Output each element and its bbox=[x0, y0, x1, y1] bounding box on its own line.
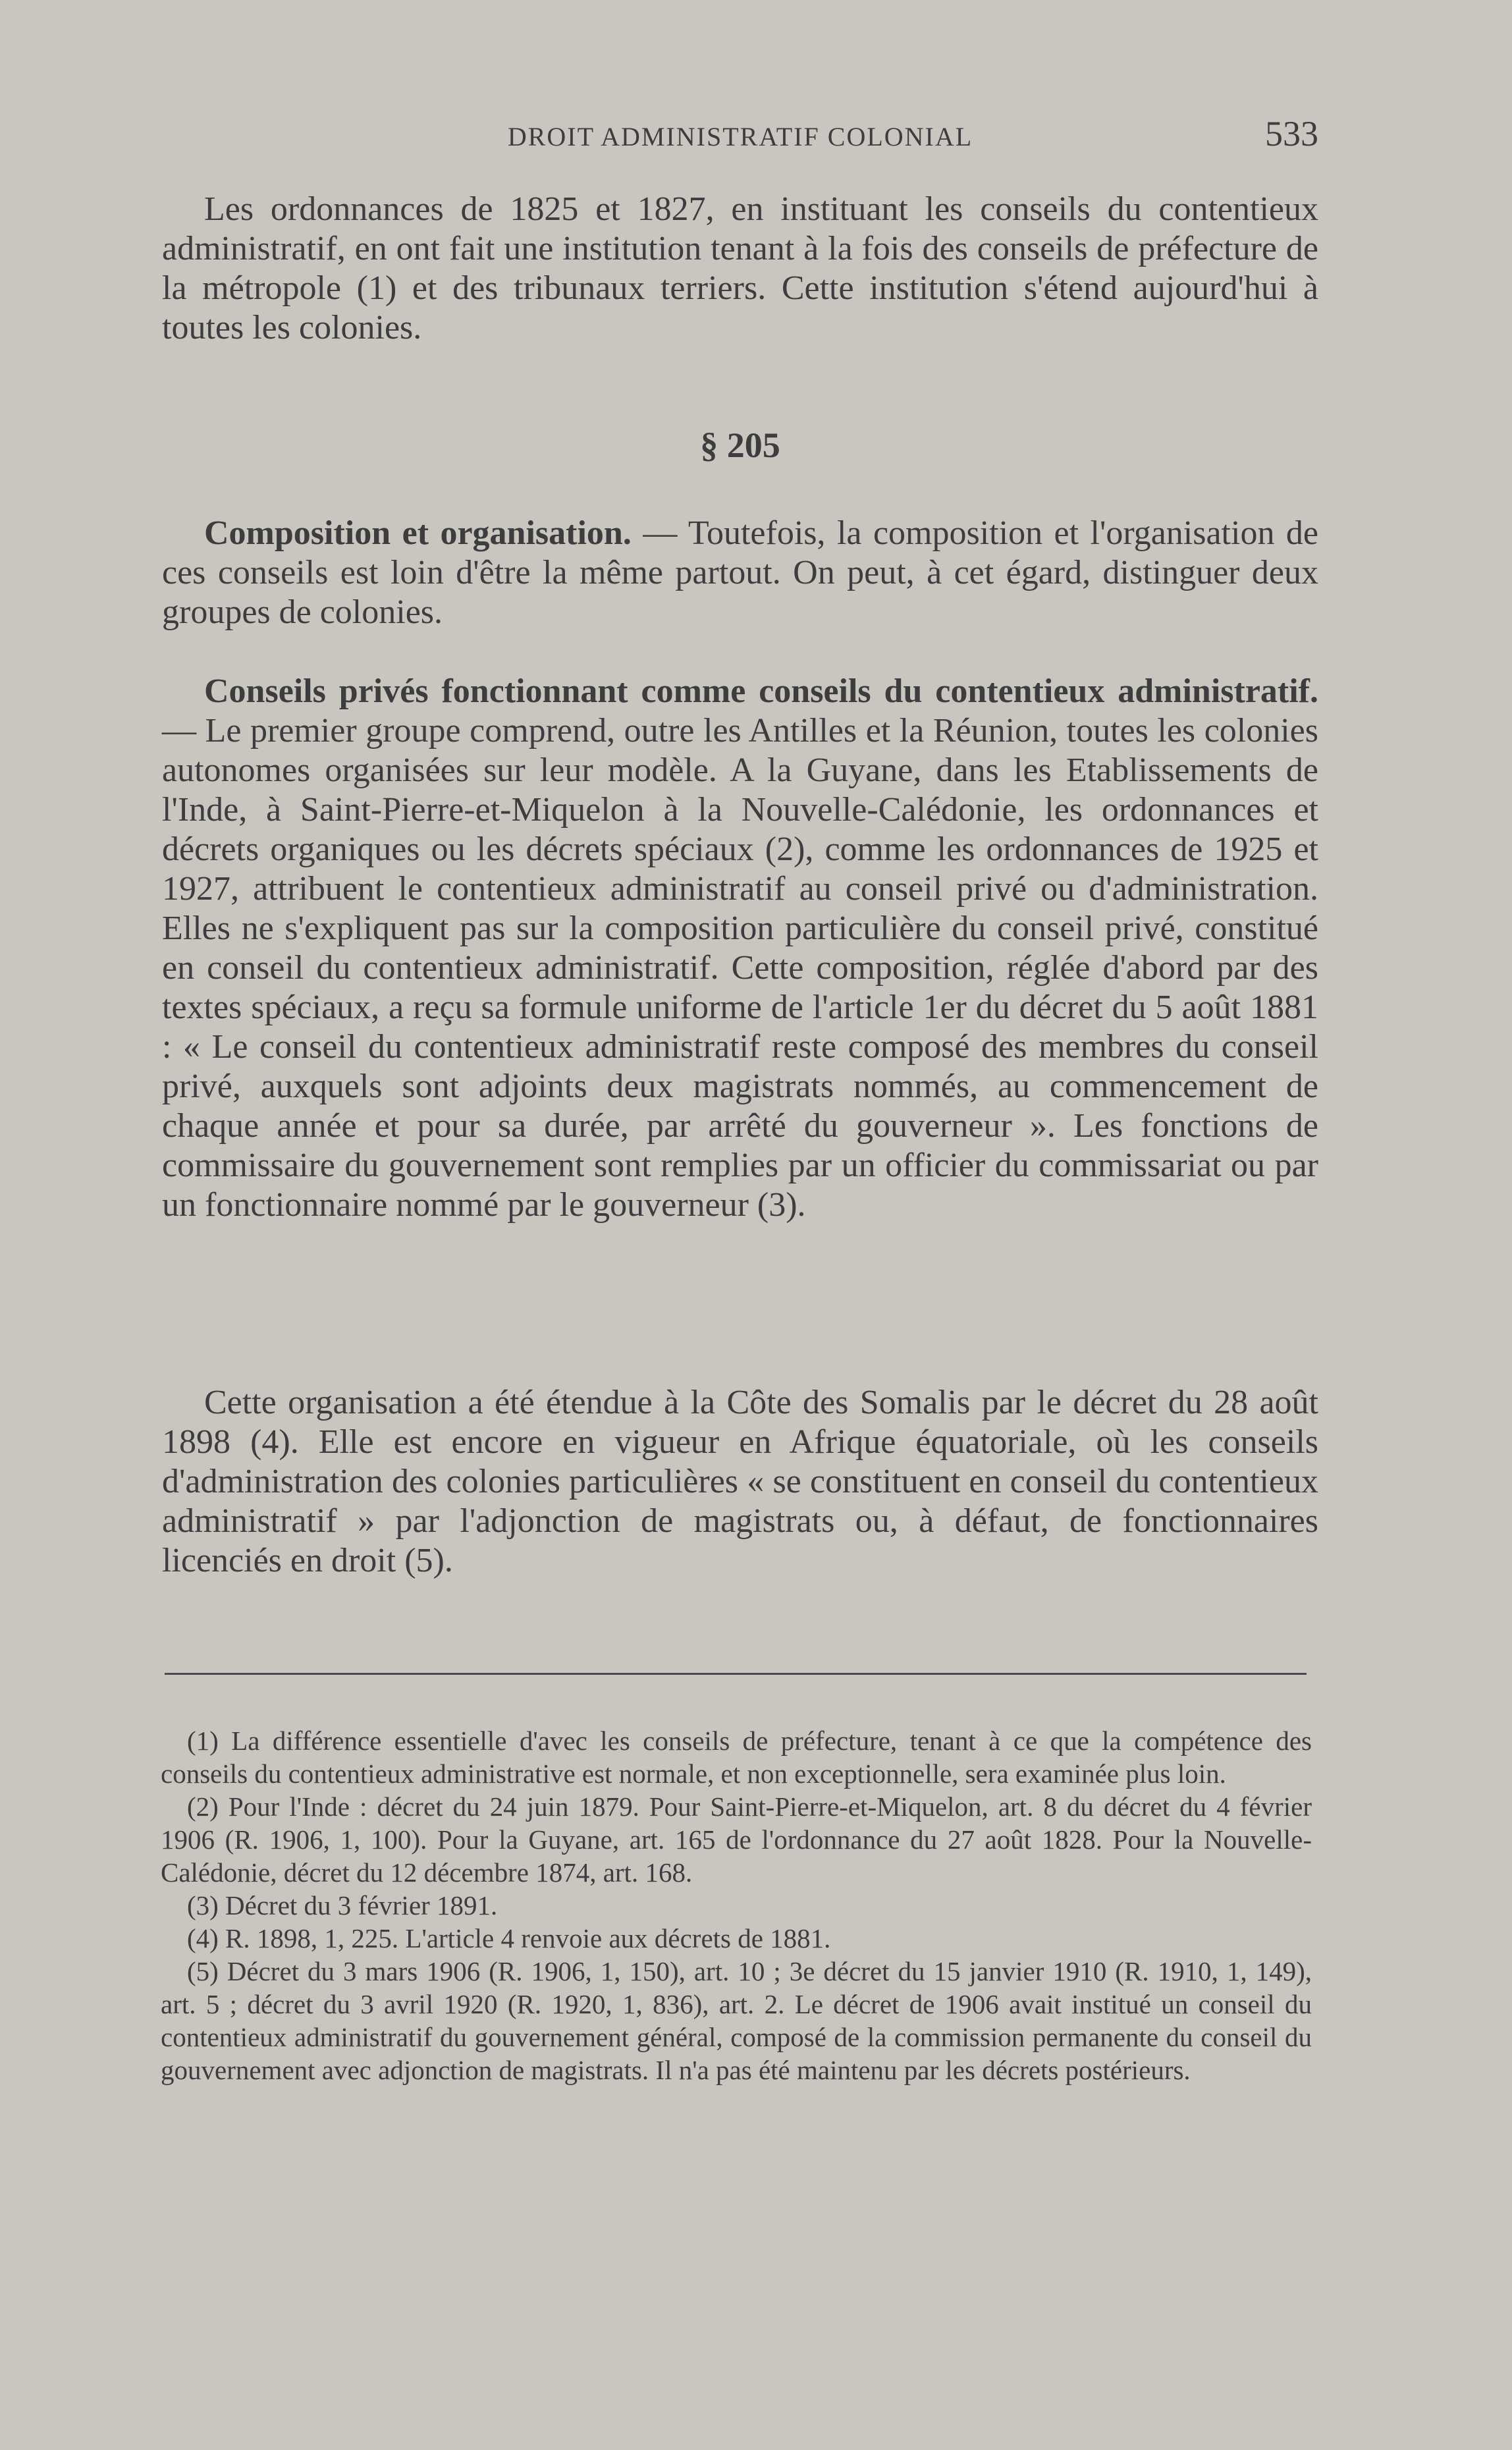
footnote-3: (3) Décret du 3 février 1891. bbox=[187, 1890, 498, 1920]
intro-paragraph: Les ordonnances de 1825 et 1827, en instituant les conseils du contentieux administratif, en ont fait une institution tenant à la fois des conseils de préfecture de la métropole (1) et des tribunaux terriers. Cette institution s'étend aujourd'hui à toutes les colonies. bbox=[162, 190, 1318, 346]
footnote-2: (2) Pour l'Inde : décret du 24 juin 1879. Pour Saint-Pierre-et-Miquelon, art. 8 du décret du 4 février 1906 (R. 1906, 1, 100). Pour la Guyane, art. 165 de l'ordonnance du 27 août 1828. Pour la Nouvelle-Calédonie, décret du 12 décembre 1874, art. 168. bbox=[161, 1791, 1312, 1888]
composition-heading: Composition et organisation. bbox=[204, 514, 632, 552]
conseils-prives-paragraph bbox=[162, 672, 1318, 1225]
footnote-rule bbox=[165, 1673, 1307, 1675]
footnote-1: (1) La différence essentielle d'avec les conseils de préfecture, tenant à ce que la compétence des conseils du contentieux administrative est normale, et non exceptionnelle, sera examinée plus loin. bbox=[161, 1726, 1312, 1789]
continuation-paragraph: Cette organisation a été étendue à la Côte des Somalis par le décret du 28 août 1898 (4). Elle est encore en vigueur en Afrique équatoriale, où les conseils d'administration des colonies particulières « se constituent en conseil du contentieux administratif » par l'adjonction de magistrats ou, à défaut, de fonctionnaires licenciés en droit (5). bbox=[162, 1384, 1318, 1579]
section-heading: § 205 bbox=[700, 425, 780, 465]
footnotes bbox=[161, 1724, 1312, 2086]
conseils-prives-heading: Conseils privés fonctionnant comme conseils du contentieux administratif. bbox=[204, 672, 1318, 710]
page-number: 533 bbox=[1265, 114, 1318, 153]
footnote-4: (4) R. 1898, 1, 225. L'article 4 renvoie aux décrets de 1881. bbox=[187, 1923, 831, 1953]
running-head bbox=[162, 112, 1318, 165]
footnote-5: (5) Décret du 3 mars 1906 (R. 1906, 1, 150), art. 10 ; 3e décret du 15 janvier 1910 (R. 1910, 1, 149), art. 5 ; décret du 3 avril 1920 (R. 1920, 1, 836), art. 2. Le décret de 1906 avait institué un conseil du contentieux administratif du gouvernement général, composé de la commission permanente du conseil du gouvernement avec adjonction de magistrats. Il n'a pas été maintenu par les décrets postérieurs. bbox=[161, 1956, 1312, 2085]
composition-text: — Toutefois, la composition et l'organisation de ces conseils est loin d'être la même partout. On peut, à cet égard, distinguer deux groupes de colonies. bbox=[162, 514, 1318, 631]
composition-paragraph bbox=[162, 514, 1318, 632]
conseils-prives-text: — Le premier groupe comprend, outre les Antilles et la Réunion, toutes les colonies autonomes organisées sur leur modèle. A la Guyane, dans les Etablissements de l'Inde, à Saint-Pierre-et-Miquelon à la Nouvelle-Calédonie, les ordonnances et décrets organiques ou les décrets spéciaux (2), comme les ordonnances de 1925 et 1927, attribuent le contentieux administratif au conseil privé ou d'administration. Elles ne s'expliquent pas sur la composition particulière du conseil privé, constitué en conseil du contentieux administratif. Cette composition, réglée d'abord par des textes spéciaux, a reçu sa formule uniforme de l'article 1er du décret du 5 août 1881 : « Le conseil du contentieux administratif reste composé des membres du conseil privé, auxquels sont adjoints deux magistrats nommés, au commencement de chaque année et pour sa durée, par arrêté du gouverneur ». Les fonctions de commissaire du gouvernement sont remplies par un officier du commissariat ou par un fonctionnaire nommé par le gouverneur (3). bbox=[162, 712, 1318, 1224]
running-title: DROIT ADMINISTRATIF COLONIAL bbox=[507, 122, 973, 151]
